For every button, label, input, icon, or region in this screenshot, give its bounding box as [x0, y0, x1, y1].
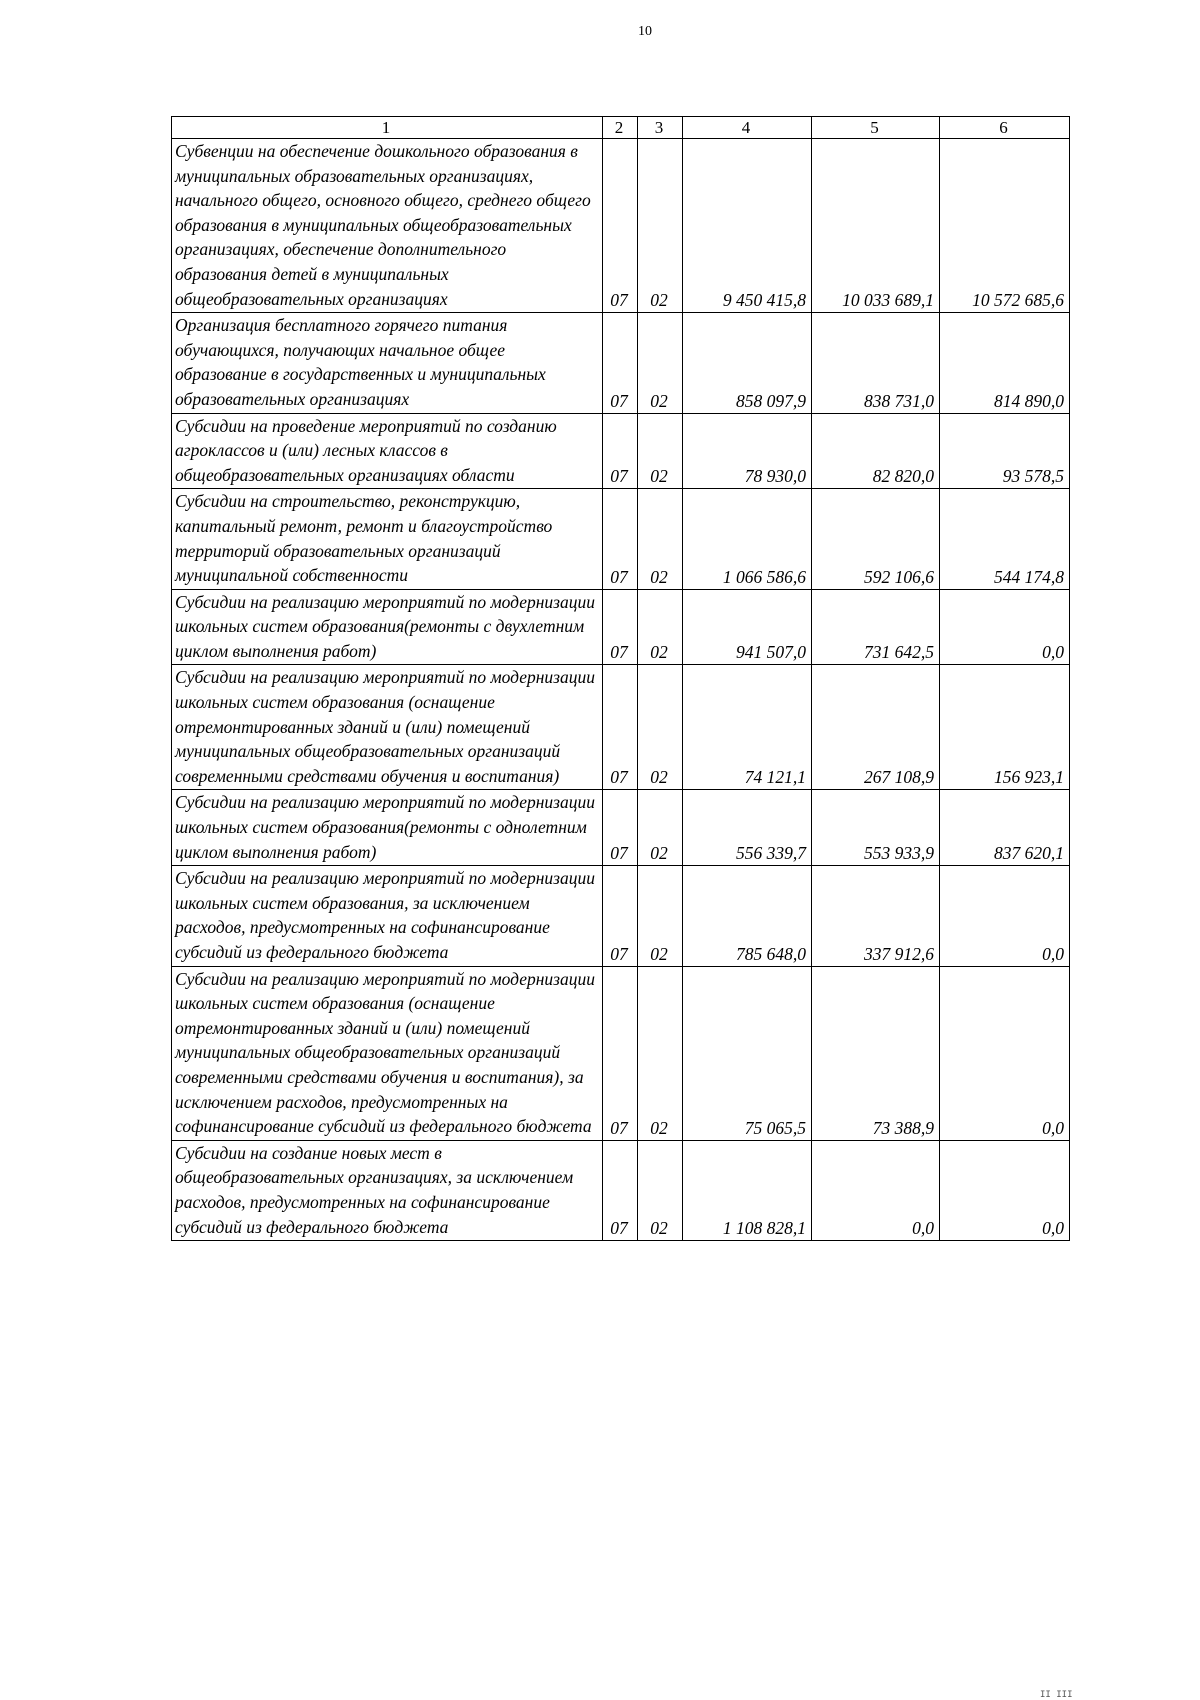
row-section: 07 — [603, 866, 638, 966]
row-subsection: 02 — [638, 589, 683, 665]
row-value-col6: 0,0 — [940, 966, 1070, 1140]
row-value-col4: 941 507,0 — [683, 589, 812, 665]
row-value-col5: 838 731,0 — [812, 313, 940, 413]
row-value-col4: 74 121,1 — [683, 665, 812, 790]
page-number: 10 — [638, 24, 652, 39]
row-name: Субсидии на создание новых мест в общеобразовательных организациях, за исключением расходов, предусмотренных на софинансирование субсидий из федерального бюджета — [172, 1140, 603, 1240]
row-value-col5: 82 820,0 — [812, 413, 940, 489]
row-section: 07 — [603, 589, 638, 665]
row-value-col4: 9 450 415,8 — [683, 139, 812, 313]
table-header-row — [172, 117, 1070, 139]
row-subsection: 02 — [638, 313, 683, 413]
column-header-2: 2 — [603, 117, 638, 139]
row-value-col6: 837 620,1 — [940, 790, 1070, 866]
row-value-col6: 0,0 — [940, 866, 1070, 966]
row-section: 07 — [603, 1140, 638, 1240]
row-subsection: 02 — [638, 413, 683, 489]
row-value-col5: 73 388,9 — [812, 966, 940, 1140]
row-name: Субвенции на обеспечение дошкольного образования в муниципальных образовательных организациях, начального общего, основного общего, среднего общего образования в муниципальных общеобразовательных организациях, обеспечение дополнительного образования детей в муниципальных общеобразовательных организациях — [172, 139, 603, 313]
row-name: Субсидии на реализацию мероприятий по модернизации школьных систем образования(ремонты с однолетним циклом выполнения работ) — [172, 790, 603, 866]
column-header-1: 1 — [172, 117, 603, 139]
table-row — [172, 139, 1070, 313]
row-value-col4: 556 339,7 — [683, 790, 812, 866]
row-section: 07 — [603, 413, 638, 489]
row-subsection: 02 — [638, 790, 683, 866]
row-section: 07 — [603, 966, 638, 1140]
row-value-col5: 10 033 689,1 — [812, 139, 940, 313]
table-row — [172, 413, 1070, 489]
row-value-col5: 592 106,6 — [812, 489, 940, 589]
row-value-col6: 544 174,8 — [940, 489, 1070, 589]
row-subsection: 02 — [638, 966, 683, 1140]
table-row — [172, 1140, 1070, 1240]
row-section: 07 — [603, 790, 638, 866]
row-value-col6: 156 923,1 — [940, 665, 1070, 790]
row-value-col5: 0,0 — [812, 1140, 940, 1240]
row-value-col5: 731 642,5 — [812, 589, 940, 665]
row-value-col4: 858 097,9 — [683, 313, 812, 413]
row-subsection: 02 — [638, 665, 683, 790]
table-row — [172, 790, 1070, 866]
row-value-col6: 93 578,5 — [940, 413, 1070, 489]
row-section: 07 — [603, 665, 638, 790]
budget-table — [171, 116, 1070, 1241]
row-value-col6: 0,0 — [940, 1140, 1070, 1240]
row-subsection: 02 — [638, 139, 683, 313]
row-subsection: 02 — [638, 1140, 683, 1240]
table-row — [172, 589, 1070, 665]
row-name: Субсидии на строительство, реконструкцию, капитальный ремонт, ремонт и благоустройство территорий образовательных организаций муниципальной собственности — [172, 489, 603, 589]
row-section: 07 — [603, 489, 638, 589]
table-row — [172, 665, 1070, 790]
table-row — [172, 966, 1070, 1140]
row-value-col4: 1 108 828,1 — [683, 1140, 812, 1240]
row-value-col5: 267 108,9 — [812, 665, 940, 790]
row-subsection: 02 — [638, 489, 683, 589]
row-value-col5: 553 933,9 — [812, 790, 940, 866]
table-row — [172, 866, 1070, 966]
row-value-col4: 78 930,0 — [683, 413, 812, 489]
table-row — [172, 313, 1070, 413]
row-value-col4: 1 066 586,6 — [683, 489, 812, 589]
row-value-col5: 337 912,6 — [812, 866, 940, 966]
row-name: Субсидии на реализацию мероприятий по модернизации школьных систем образования(ремонты с двухлетним циклом выполнения работ) — [172, 589, 603, 665]
column-header-3: 3 — [638, 117, 683, 139]
column-header-6: 6 — [940, 117, 1070, 139]
row-name: Субсидии на реализацию мероприятий по модернизации школьных систем образования (оснащение отремонтированных зданий и (или) помещений муниципальных общеобразовательных организаций современными средствами обучения и воспитания) — [172, 665, 603, 790]
row-value-col6: 814 890,0 — [940, 313, 1070, 413]
row-value-col6: 10 572 685,6 — [940, 139, 1070, 313]
row-value-col4: 75 065,5 — [683, 966, 812, 1140]
row-section: 07 — [603, 313, 638, 413]
scan-marks: II III — [1040, 1690, 1073, 1700]
column-header-4: 4 — [683, 117, 812, 139]
row-name: Субсидии на проведение мероприятий по созданию агроклассов и (или) лесных классов в общеобразовательных организациях области — [172, 413, 603, 489]
row-name: Организация бесплатного горячего питания обучающихся, получающих начальное общее образование в государственных и муниципальных образовательных организациях — [172, 313, 603, 413]
row-value-col6: 0,0 — [940, 589, 1070, 665]
row-value-col4: 785 648,0 — [683, 866, 812, 966]
table-row — [172, 489, 1070, 589]
row-subsection: 02 — [638, 866, 683, 966]
column-header-5: 5 — [812, 117, 940, 139]
row-section: 07 — [603, 139, 638, 313]
row-name: Субсидии на реализацию мероприятий по модернизации школьных систем образования (оснащение отремонтированных зданий и (или) помещений муниципальных общеобразовательных организаций современными средствами обучения и воспитания), за исключением расходов, предусмотренных на софинансирование субсидий из федерального бюджета — [172, 966, 603, 1140]
row-name: Субсидии на реализацию мероприятий по модернизации школьных систем образования, за исключением расходов, предусмотренных на софинансирование субсидий из федерального бюджета — [172, 866, 603, 966]
